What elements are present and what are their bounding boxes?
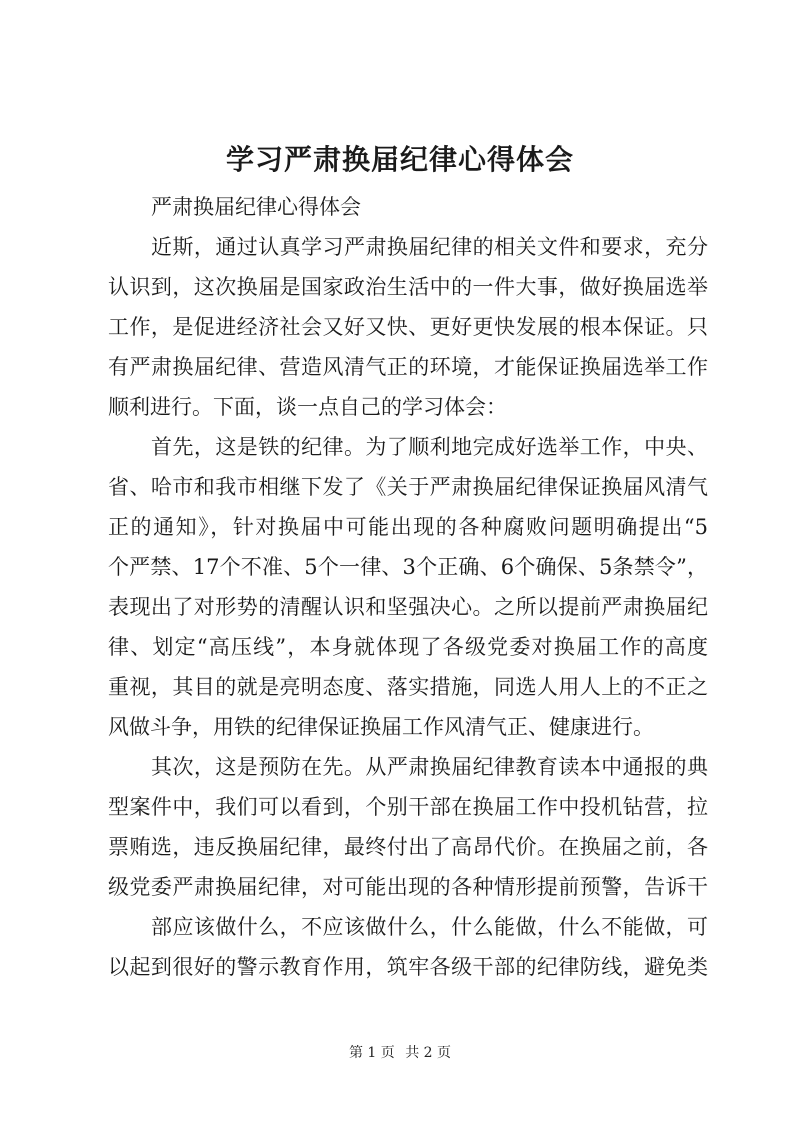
- body-line: 严肃换届纪律心得体会: [151, 195, 361, 219]
- document-title: 学习严肃换届纪律心得体会: [225, 143, 574, 176]
- body-line: 型案件中，我们可以看到，个别干部在换届工作中投机钻营，拉: [108, 795, 708, 819]
- body-line: 顺利进行。下面，谈一点自己的学习体会：: [108, 395, 507, 419]
- body-line: 票贿选，违反换届纪律，最终付出了高昂代价。在换届之前，各: [108, 835, 708, 859]
- body-line: 其次，这是预防在先。从严肃换届纪律教育读本中通报的典: [151, 755, 708, 779]
- page-footer: [0, 1043, 800, 1063]
- body-line: 以起到很好的警示教育作用，筑牢各级干部的纪律防线，避免类: [108, 955, 708, 979]
- body-line: 有严肃换届纪律、营造风清气正的环境，才能保证换届选举工作: [108, 355, 708, 379]
- body-line: 省、哈市和我市相继下发了《关于严肃换届纪律保证换届风清气: [108, 475, 708, 499]
- body-line: 风做斗争，用铁的纪律保证换届工作风清气正、健康进行。: [108, 715, 654, 739]
- document-body: [108, 187, 708, 987]
- body-line: 律、划定“高压线”，本身就体现了各级党委对换届工作的高度: [108, 635, 708, 659]
- body-line: 工作，是促进经济社会又好又快、更好更快发展的根本保证。只: [108, 315, 708, 339]
- body-line: 重视，其目的就是亮明态度、落实措施，同选人用人上的不正之: [108, 675, 708, 699]
- page-total: 共 2 页: [405, 1045, 452, 1061]
- body-line: 个严禁、17个不准、5个一律、3个正确、6个确保、5条禁令”，: [108, 555, 708, 579]
- body-line: 级党委严肃换届纪律，对可能出现的各种情形提前预警，告诉干: [108, 875, 708, 899]
- body-line: 认识到，这次换届是国家政治生活中的一件大事，做好换届选举: [108, 275, 708, 299]
- body-line: 正的通知》，针对换届中可能出现的各种腐败问题明确提出“5: [108, 515, 708, 539]
- page-number: 第 1 页: [348, 1045, 395, 1061]
- body-line: 近斯，通过认真学习严肃换届纪律的相关文件和要求，充分: [151, 235, 708, 259]
- body-line: 部应该做什么，不应该做什么，什么能做，什么不能做，可: [151, 915, 708, 939]
- body-line: 表现出了对形势的清醒认识和坚强决心。之所以提前严肃换届纪: [108, 595, 708, 619]
- body-line: 首先，这是铁的纪律。为了顺利地完成好选举工作，中央、: [151, 435, 708, 459]
